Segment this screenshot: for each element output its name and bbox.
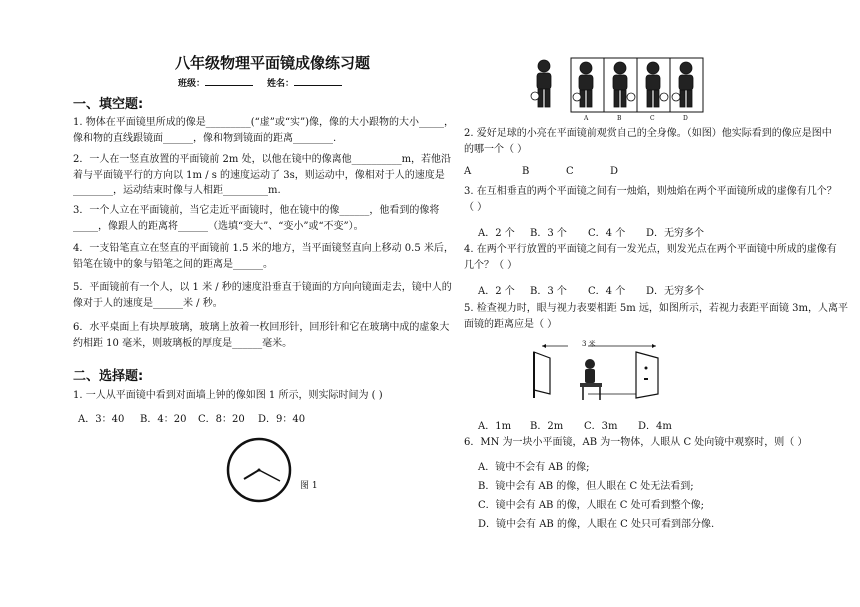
- question-line: 5. 检查视力时，眼与视力表要相距 5m 远，如图所示，若视力表距平面镜 3m，人离平: [464, 303, 848, 314]
- q2-option-b[interactable]: B: [522, 166, 530, 177]
- name-blank[interactable]: [294, 85, 342, 86]
- question-line: 像对于人的速度是______米 / 秒。: [73, 297, 223, 309]
- question-line: （ ）: [464, 201, 488, 213]
- question-line: 铅笔在镜中的象与铅笔之间的距离是______。: [73, 258, 273, 270]
- q1-option-c[interactable]: C．8：20: [198, 414, 245, 425]
- fill-question-5: [73, 280, 452, 311]
- question-line: 2. 爱好足球的小亮在平面镜前观赏自己的全身像。（如图）他实际看到的像应是图中: [464, 128, 832, 139]
- q6-option-c[interactable]: C．镜中会有 AB 的像，人眼在 C 处可看到整个像;: [478, 500, 704, 511]
- choice-question-6: 6．MN 为一块小平面镜，AB 为一物体，人眼从 C 处向镜中观察时，则（ ）: [464, 437, 808, 448]
- q1-option-d[interactable]: D．9：40: [258, 414, 306, 425]
- q5-option-a[interactable]: A．1m: [478, 421, 512, 432]
- choice-question-3: [464, 184, 837, 215]
- question-line: _____，像跟人的距离将______（选填“变大”、“变小”或“不变”）。: [73, 220, 364, 232]
- q6-option-d[interactable]: D．镜中会有 AB 的像，人眼在 C 处只可看到部分像.: [478, 519, 715, 530]
- question-line: 几个？（ ）: [464, 259, 518, 271]
- question-line: 3. 在互相垂直的两个平面镜之间有一烛焰，则烛焰在两个平面镜所成的虚像有几个？: [464, 186, 837, 197]
- fill-question-4: [73, 241, 454, 272]
- q5-option-d[interactable]: D．4m: [638, 421, 672, 432]
- name-field: [267, 76, 342, 89]
- fig5-distance-label: 3 米: [582, 340, 596, 348]
- question-line: 3．一个人立在平面镜前，当它走近平面镜时，他在镜中的像______，他看到的像将: [73, 205, 440, 216]
- fill-question-3: [73, 203, 439, 234]
- fig-label-b: B: [617, 115, 622, 122]
- eye-test-figure: [528, 338, 680, 408]
- clock-figure: [226, 437, 292, 503]
- q2-option-a[interactable]: A: [464, 166, 472, 177]
- fig-label-c: C: [650, 115, 655, 122]
- question-line: 约相距 10 毫米，则玻璃板的厚度是______毫米。: [73, 337, 293, 349]
- choice-question-2: [464, 126, 832, 157]
- class-field: [178, 76, 253, 89]
- q5-option-c[interactable]: C．3m: [584, 421, 618, 432]
- section1-heading: 一、填空题:: [73, 97, 144, 112]
- choice-question-4: [464, 242, 837, 273]
- question-line: 着与平面镜平行的方向以 1m / s 的速度运动了 3s，则运动中，像相对于人的速度是: [73, 169, 445, 181]
- fill-question-6: [73, 320, 449, 351]
- question-line: 5．平面镜前有一个人，以 1 米 / 秒的速度沿垂直于镜面的方向向镜面走去，镜中人的: [73, 282, 452, 293]
- q3-option-b[interactable]: B．3 个: [530, 228, 567, 239]
- question-line: 1. 物体在平面镜里所成的像是_________(“虚”或“实”)像，像的大小跟物的大小_____，: [73, 117, 454, 128]
- question-line: 4．一支铅笔直立在竖直的平面镜前 1.5 米的地方，当平面镜竖直向上移动 0.5 米后，: [73, 243, 454, 254]
- q3-option-d[interactable]: D．无穷多个: [646, 228, 705, 239]
- question-line: 面镜的距离应是（ ）: [464, 318, 558, 330]
- choice-question-1: 1. 一人从平面镜中看到对面墙上钟的像如图 1 所示，则实际时间为 ( ): [73, 390, 383, 401]
- q2-option-c[interactable]: C: [566, 166, 574, 177]
- section2-heading: 二、选择题:: [73, 369, 144, 384]
- q4-option-d[interactable]: D．无穷多个: [646, 286, 705, 297]
- class-label: 班级：: [178, 79, 206, 89]
- q4-option-b[interactable]: B．3 个: [530, 286, 567, 297]
- q1-option-b[interactable]: B．4：20: [140, 414, 187, 425]
- fill-question-1: [73, 115, 454, 146]
- choice-question-5: [464, 301, 848, 332]
- name-label: 姓名：: [267, 79, 295, 89]
- question-line: 的哪一个（ ）: [464, 143, 528, 155]
- q5-option-b[interactable]: B．2m: [530, 421, 564, 432]
- q6-option-b[interactable]: B．镜中会有 AB 的像，但人眼在 C 处无法看到;: [478, 481, 694, 492]
- q4-option-c[interactable]: C．4 个: [588, 286, 626, 297]
- question-line: 像和物的直线跟镜面______，像和物到镜面的距离________.: [73, 132, 337, 144]
- q3-option-c[interactable]: C．4 个: [588, 228, 626, 239]
- q2-option-d[interactable]: D: [610, 166, 619, 177]
- question-line: 2．一人在一竖直放置的平面镜前 2m 处，以他在镜中的像离他__________m，若他沿: [73, 154, 452, 165]
- q6-option-a[interactable]: A．镜中不会有 AB 的像;: [478, 462, 590, 473]
- class-blank[interactable]: [205, 85, 253, 86]
- q4-option-a[interactable]: A．2 个: [478, 286, 515, 297]
- q1-option-a[interactable]: A．3：40: [78, 414, 125, 425]
- question-line: 4. 在两个平行放置的平面镜之间有一发光点，则发光点在两个平面镜中所成的虚像有: [464, 244, 837, 255]
- question-line: ________，运动结束时像与人相距_________m.: [73, 185, 281, 196]
- question-line: 6．水平桌面上有块厚玻璃，玻璃上放着一枚回形针，回形针和它在玻璃中成的虚象大: [73, 322, 450, 333]
- page-title: 八年级物理平面镜成像练习题: [175, 54, 371, 72]
- q3-option-a[interactable]: A．2 个: [478, 228, 515, 239]
- fill-question-2: [73, 152, 451, 199]
- football-figures: [527, 56, 705, 116]
- fig-label-d: D: [683, 115, 688, 122]
- fig-label-a: A: [584, 115, 589, 122]
- fig1-caption: 图 1: [300, 481, 318, 491]
